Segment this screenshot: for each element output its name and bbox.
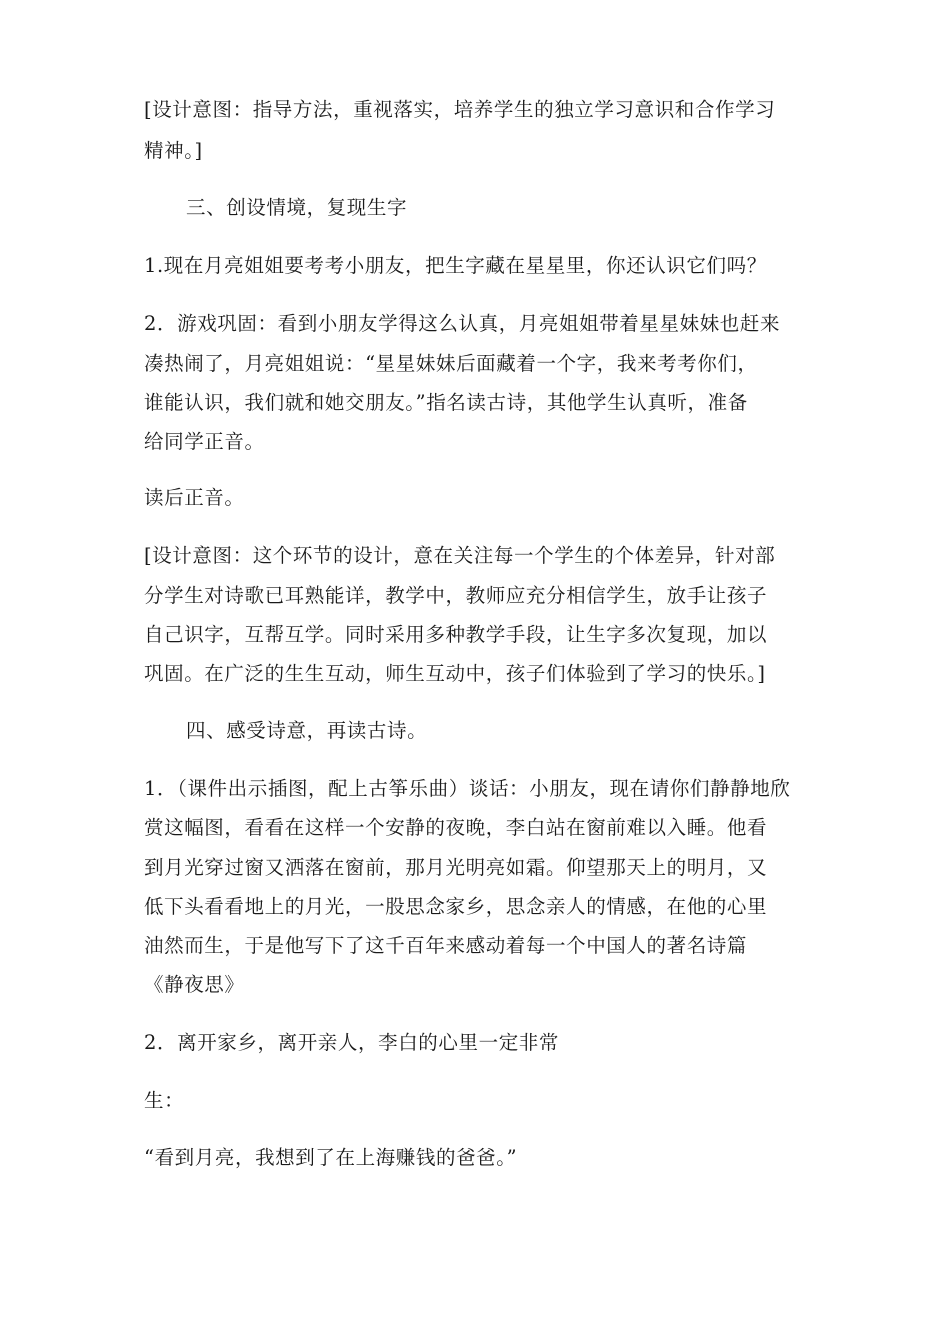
step-4-1-line-3: 到月光穿过窗又洒落在窗前，那月光明亮如霜。仰望那天上的明月，又: [144, 856, 768, 879]
step-2-line-2: 凑热闹了，月亮姐姐说：“星星妹妹后面藏着一个字，我来考考你们，: [144, 352, 758, 375]
step-4-1-line-4: 低下头看看地上的月光，一股思念家乡，思念亲人的情感，在他的心里: [144, 895, 768, 918]
step-4-1-line-5: 油然而生，于是他写下了这千百年来感动着每一个中国人的著名诗篇: [144, 934, 748, 957]
step-4-1-line-1: 1．（课件出示插图，配上古筝乐曲）谈话：小朋友，现在请你们静静地欣: [144, 777, 791, 800]
design-intent-2-line-3: 自己识字，互帮互学。同时采用多种教学手段，让生字多次复现，加以: [144, 623, 768, 646]
step-4-2-line: 2．离开家乡，离开亲人，李白的心里一定非常: [144, 1031, 560, 1054]
step-2-line-4: 给同学正音。: [144, 430, 265, 453]
step-4-1-line-2: 赏这幅图，看看在这样一个安静的夜晚，李白站在窗前难以入睡。他看: [144, 816, 768, 839]
step-2-line-3: 谁能认识，我们就和她交朋友。”指名读古诗，其他学生认真听，准备: [144, 391, 748, 414]
design-intent-2-line-2: 分学生对诗歌已耳熟能详，教学中，教师应充分相信学生，放手让孩子: [144, 584, 768, 607]
design-intent-1-line-1: [设计意图：指导方法，重视落实，培养学生的独立学习意识和合作学习: [144, 98, 776, 121]
correct-pronunciation-line: 读后正音。: [144, 486, 245, 509]
design-intent-2-line-1: [设计意图：这个环节的设计，意在关注每一个学生的个体差异，针对部: [144, 544, 776, 567]
step-1-line: 1.现在月亮姐姐要考考小朋友，把生字藏在星星里，你还认识它们吗？: [144, 254, 767, 277]
section-heading-3: 三、创设情境，复现生字: [186, 196, 408, 219]
student-label: 生：: [144, 1089, 185, 1112]
design-intent-2-line-4: 巩固。在广泛的生生互动，师生互动中，孩子们体验到了学习的快乐。]: [144, 662, 766, 685]
section-heading-4: 四、感受诗意，再读古诗。: [186, 719, 428, 742]
design-intent-1-line-2: 精神。]: [144, 139, 203, 162]
student-quote: “看到月亮，我想到了在上海赚钱的爸爸。”: [144, 1146, 518, 1169]
step-2-line-1: 2．游戏巩固：看到小朋友学得这么认真，月亮姐姐带着星星妹妹也赶来: [144, 312, 781, 335]
step-4-1-line-6: 《静夜思》: [144, 973, 245, 996]
